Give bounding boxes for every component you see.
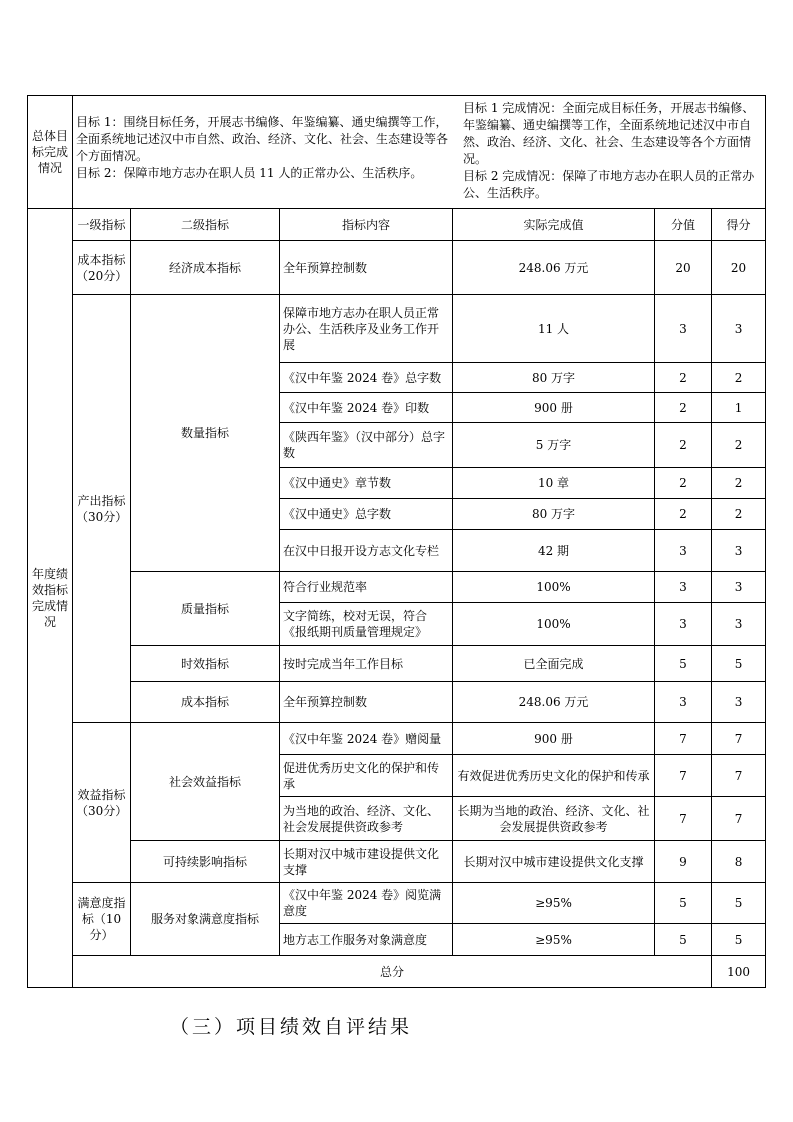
row-value: ≥95% [453, 883, 655, 924]
section-heading: （三）项目绩效自评结果 [170, 1016, 413, 1038]
row-content: 保障市地方志办在职人员正常办公、生活秩序及业务工作开展 [280, 295, 453, 363]
row-content: 全年预算控制数 [280, 682, 453, 723]
header-content: 指标内容 [280, 209, 453, 241]
header-score: 得分 [712, 209, 766, 241]
row-points: 7 [655, 797, 712, 841]
table-row [28, 646, 766, 682]
satisfaction-level1: 满意度指标（10分） [73, 883, 131, 956]
completions-text [459, 100, 762, 202]
row-points: 3 [655, 572, 712, 603]
row-content: 《汉中通史》总字数 [280, 499, 453, 530]
satisfaction-level2: 服务对象满意度指标 [131, 883, 280, 956]
cost-value: 248.06 万元 [453, 241, 655, 295]
row-content: 按时完成当年工作目标 [280, 646, 453, 682]
row-points: 3 [655, 295, 712, 363]
cost-points: 20 [655, 241, 712, 295]
quality-level2: 质量指标 [131, 572, 280, 646]
row-content: 《汉中年鉴 2024 卷》阅览满意度 [280, 883, 453, 924]
benefit-level1: 效益指标（30分） [73, 723, 131, 883]
completion-2: 目标 2 完成情况：保障了市地方志办在职人员的正常办公、生活秩序。 [463, 169, 755, 200]
row-content: 长期对汉中城市建设提供文化支撑 [280, 841, 453, 883]
table-header-row [28, 209, 766, 241]
table-row [28, 295, 766, 363]
row-content: 在汉中日报开设方志文化专栏 [280, 530, 453, 572]
total-points: 100 [712, 956, 766, 988]
row-points: 2 [655, 499, 712, 530]
row-points: 2 [655, 363, 712, 393]
row-value: 248.06 万元 [453, 682, 655, 723]
row-score: 5 [712, 924, 766, 956]
row-content: 地方志工作服务对象满意度 [280, 924, 453, 956]
row-score: 3 [712, 295, 766, 363]
table-row [28, 841, 766, 883]
timeliness-level2: 时效指标 [131, 646, 280, 682]
row-score: 8 [712, 841, 766, 883]
row-points: 5 [655, 924, 712, 956]
row-score: 7 [712, 797, 766, 841]
row-value: ≥95% [453, 924, 655, 956]
row-content: 《汉中年鉴 2024 卷》总字数 [280, 363, 453, 393]
row-score: 2 [712, 468, 766, 499]
completion-1: 目标 1 完成情况：全面完成目标任务，开展志书编修、年鉴编纂、通史编撰等工作，全面系统地记述汉中市自然、政治、经济、文化、社会、生态建设等各个方面情况。 [463, 101, 755, 166]
row-score: 7 [712, 723, 766, 755]
row-content: 促进优秀历史文化的保护和传承 [280, 755, 453, 797]
row-value: 42 期 [453, 530, 655, 572]
row-points: 2 [655, 423, 712, 468]
performance-table [27, 95, 766, 988]
total-row [28, 956, 766, 988]
row-score: 5 [712, 646, 766, 682]
row-score: 2 [712, 423, 766, 468]
cost-level2: 经济成本指标 [131, 241, 280, 295]
header-points: 分值 [655, 209, 712, 241]
row-value: 长期为当地的政治、经济、文化、社会发展提供资政参考 [453, 797, 655, 841]
row-score: 3 [712, 682, 766, 723]
row-content: 《汉中年鉴 2024 卷》印数 [280, 393, 453, 423]
row-score: 1 [712, 393, 766, 423]
overall-goal-label: 总体目标完成情况 [28, 96, 73, 209]
output-level1: 产出指标（30分） [73, 295, 131, 723]
table-row [28, 682, 766, 723]
cost-score: 20 [712, 241, 766, 295]
row-value: 900 册 [453, 393, 655, 423]
row-content: 文字简练，校对无误，符合《报纸期刊质量管理规定》 [280, 603, 453, 646]
table-row [28, 241, 766, 295]
row-score: 5 [712, 883, 766, 924]
row-score: 3 [712, 572, 766, 603]
header-value: 实际完成值 [453, 209, 655, 241]
header-level2: 二级指标 [131, 209, 280, 241]
row-points: 2 [655, 393, 712, 423]
row-points: 9 [655, 841, 712, 883]
goals-text [76, 100, 459, 202]
row-value: 100% [453, 603, 655, 646]
row-value: 11 人 [453, 295, 655, 363]
goal-2: 目标 2：保障市地方志办在职人员 11 人的正常办公、生活秩序。 [76, 166, 423, 180]
row-value: 900 册 [453, 723, 655, 755]
annual-label: 年度绩效指标完成情况 [28, 209, 73, 988]
quantity-level2: 数量指标 [131, 295, 280, 572]
social-level2: 社会效益指标 [131, 723, 280, 841]
row-content: 《汉中通史》章节数 [280, 468, 453, 499]
row-value: 10 章 [453, 468, 655, 499]
cost-content: 全年预算控制数 [280, 241, 453, 295]
cost-level1: 成本指标（20分） [73, 241, 131, 295]
row-points: 7 [655, 755, 712, 797]
table-row [28, 723, 766, 755]
overall-goal-row [28, 96, 766, 209]
total-label: 总分 [73, 956, 712, 988]
row-points: 5 [655, 646, 712, 682]
row-content: 《汉中年鉴 2024 卷》赠阅量 [280, 723, 453, 755]
row-value: 100% [453, 572, 655, 603]
row-points: 3 [655, 603, 712, 646]
row-score: 3 [712, 530, 766, 572]
table-row [28, 572, 766, 603]
row-value: 已全面完成 [453, 646, 655, 682]
row-score: 7 [712, 755, 766, 797]
row-points: 3 [655, 682, 712, 723]
row-value: 长期对汉中城市建设提供文化支撑 [453, 841, 655, 883]
row-value: 80 万字 [453, 363, 655, 393]
row-content: 符合行业规范率 [280, 572, 453, 603]
row-score: 2 [712, 499, 766, 530]
row-score: 3 [712, 603, 766, 646]
output-cost-level2: 成本指标 [131, 682, 280, 723]
row-points: 7 [655, 723, 712, 755]
row-value: 有效促进优秀历史文化的保护和传承 [453, 755, 655, 797]
sustainable-level2: 可持续影响指标 [131, 841, 280, 883]
row-points: 2 [655, 468, 712, 499]
table-row [28, 883, 766, 924]
row-score: 2 [712, 363, 766, 393]
overall-goal-content [73, 96, 766, 209]
goal-1: 目标 1：围绕目标任务，开展志书编修、年鉴编纂、通史编撰等工作，全面系统地记述汉中市自然、政治、经济、文化、社会、生态建设等各个方面情况。 [76, 115, 449, 163]
row-points: 3 [655, 530, 712, 572]
row-value: 80 万字 [453, 499, 655, 530]
row-points: 5 [655, 883, 712, 924]
row-value: 5 万字 [453, 423, 655, 468]
row-content: 为当地的政治、经济、文化、社会发展提供资政参考 [280, 797, 453, 841]
row-content: 《陕西年鉴》（汉中部分）总字数 [280, 423, 453, 468]
header-level1: 一级指标 [73, 209, 131, 241]
